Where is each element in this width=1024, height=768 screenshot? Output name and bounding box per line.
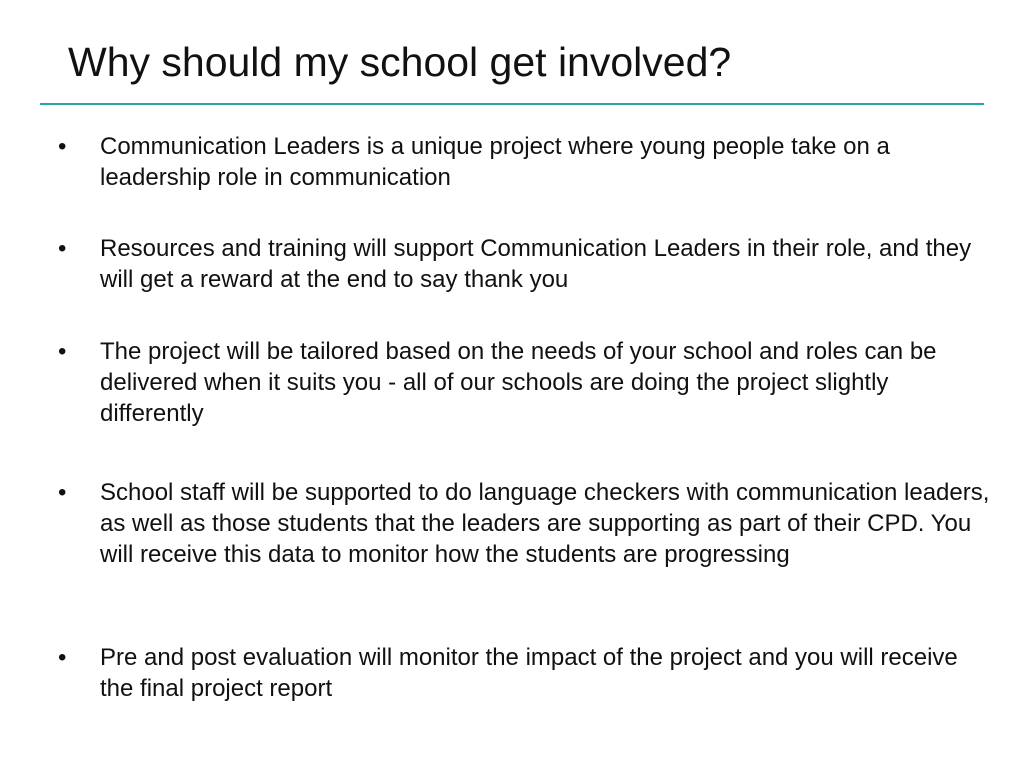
bullet-icon: • — [58, 338, 67, 365]
bullet-item — [58, 477, 988, 570]
bullet-item — [58, 336, 988, 429]
bullet-item — [58, 233, 988, 295]
slide-title: Why should my school get involved? — [68, 39, 732, 85]
bullet-text: Pre and post evaluation will monitor the impact of the project and you will receive the final project report — [100, 644, 958, 702]
bullet-text: Communication Leaders is a unique project where young people take on a leadership role in communication — [100, 133, 890, 191]
bullet-text: School staff will be supported to do language checkers with communication leaders, as well as those students that the leaders are supporting as part of their CPD. You will receive this data to monitor how the students are progressing — [100, 479, 990, 568]
bullet-item — [58, 642, 988, 704]
bullet-icon: • — [58, 644, 67, 671]
bullet-text: The project will be tailored based on the needs of your school and roles can be delivered when it suits you - all of our schools are doing the project slightly differently — [100, 338, 937, 427]
title-divider — [40, 103, 984, 105]
bullet-icon: • — [58, 133, 67, 160]
bullet-icon: • — [58, 235, 67, 262]
bullet-icon: • — [58, 479, 67, 506]
bullet-item — [58, 131, 988, 193]
bullet-text: Resources and training will support Communication Leaders in their role, and they will get a reward at the end to say thank you — [100, 235, 972, 293]
